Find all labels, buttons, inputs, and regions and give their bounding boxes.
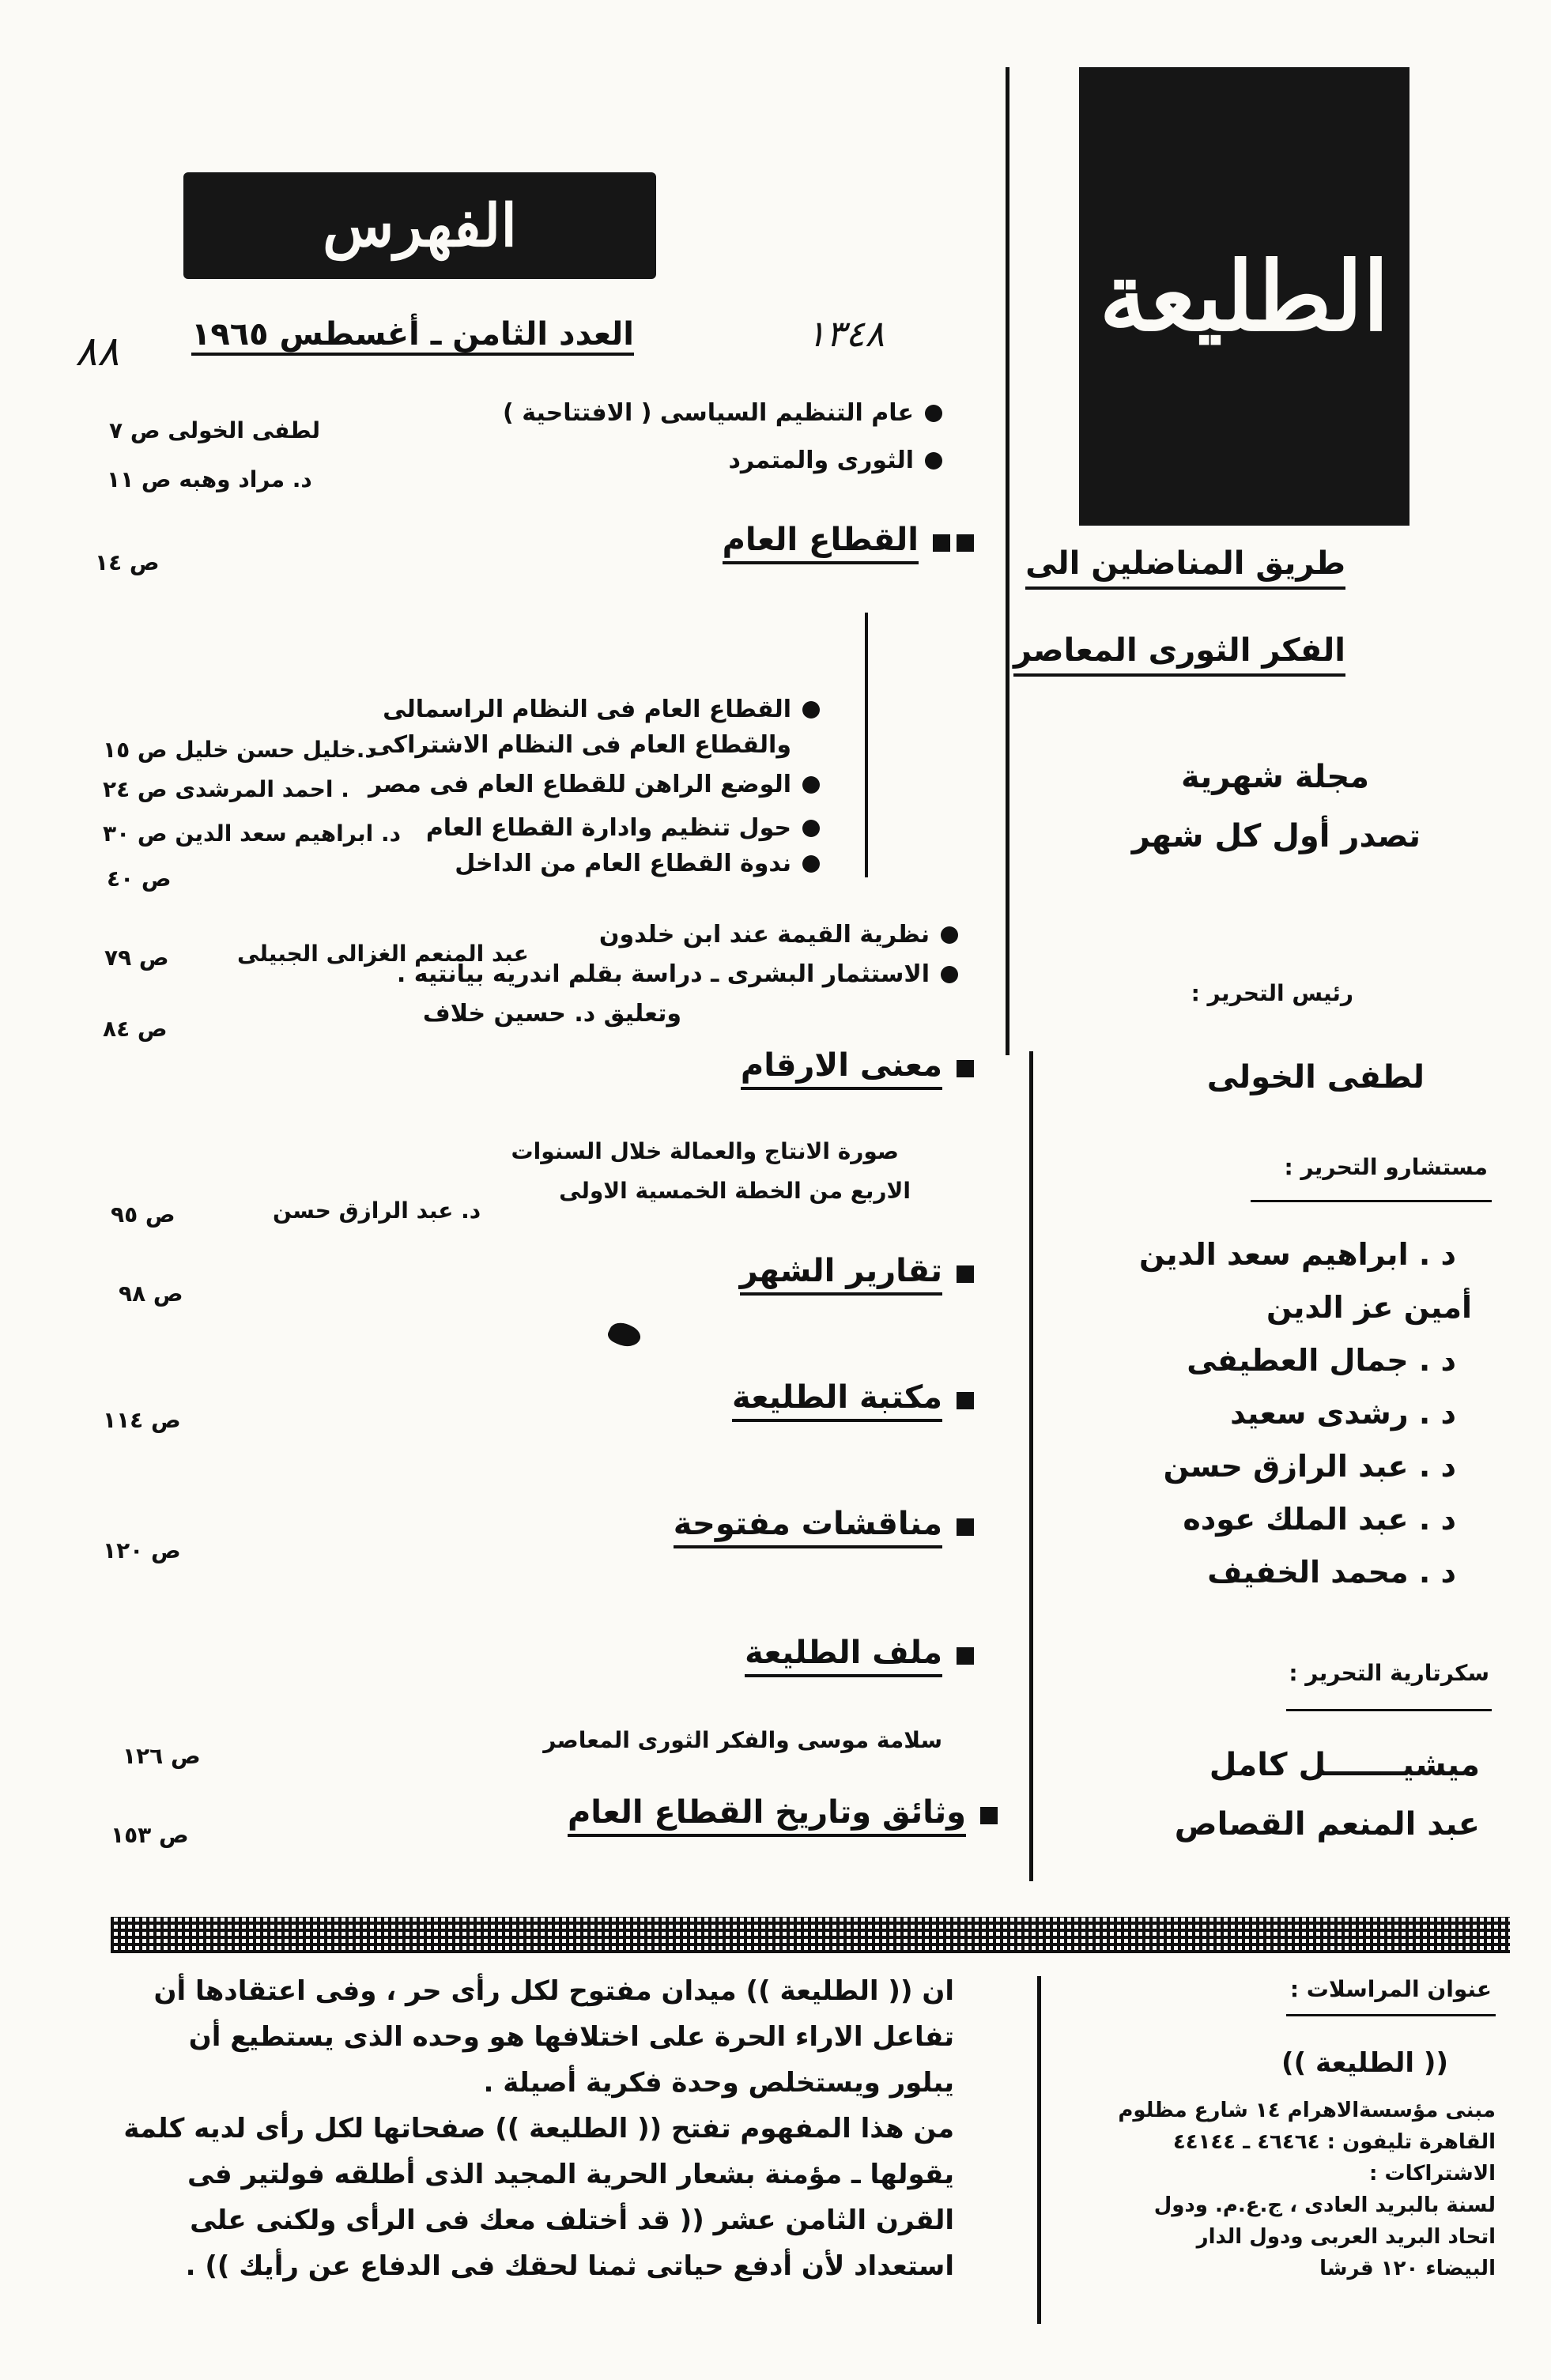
adviser-name: د . رشدى سعيد — [1230, 1396, 1456, 1431]
section-title: وثائق وتاريخ القطاع العام — [568, 1794, 966, 1837]
toc-item — [383, 696, 820, 723]
square-icon — [957, 1060, 974, 1077]
toc-header — [183, 172, 656, 279]
smudge-mark — [606, 1318, 643, 1352]
statement-line: يبلور ويستخلص وحدة فكرية أصيلة . — [483, 2067, 954, 2099]
toc-item — [369, 731, 820, 759]
page-ref: ص ٨٤ — [103, 1016, 168, 1042]
square-icon — [957, 1265, 974, 1283]
secretariat-name: ميشيـــــــل كامل — [1209, 1747, 1480, 1783]
adviser-name: د . جمال العطيفى — [1187, 1343, 1456, 1378]
section-heading — [741, 1047, 974, 1090]
toc-item-author: عبد المنعم الغزالى الجبيلى — [237, 941, 529, 967]
page-ref: ص ٩٥ — [111, 1201, 175, 1228]
subsection-bracket — [865, 613, 868, 877]
section-heading — [723, 522, 974, 564]
page-ref: ص ١٢٠ — [103, 1537, 181, 1563]
bullet-icon — [941, 926, 958, 944]
section-title: معنى الارقام — [741, 1047, 942, 1090]
chief-editor-name: لطفى الخولى — [1206, 1059, 1425, 1096]
adviser-name: د . عبد الرازق حسن — [1163, 1449, 1456, 1484]
numbers-author: د. عبد الرازق حسن — [273, 1198, 481, 1224]
square-icon — [957, 1518, 974, 1536]
address-line: الاشتراكات : — [1369, 2162, 1496, 2186]
secretariat-name: عبد المنعم القصاص — [1174, 1806, 1480, 1843]
secretariat-label: سكرتارية التحرير : — [1289, 1660, 1489, 1686]
page-ref: ص ٧٩ — [104, 945, 169, 971]
toc-item-author: . احمد المرشدى ص ٢٤ — [103, 776, 349, 802]
section-title: القطاع العام — [723, 522, 919, 564]
masthead-logo — [1079, 67, 1409, 526]
hatch-divider — [111, 1917, 1510, 1953]
handwritten-number: ١٣٤٨ — [806, 312, 885, 355]
column-divider — [1029, 1051, 1033, 1881]
square-icon — [957, 1647, 974, 1665]
section-title: مناقشات مفتوحة — [674, 1506, 942, 1548]
frequency-line-1: مجلة شهرية — [1180, 759, 1369, 795]
square-icon — [957, 534, 974, 552]
section-title: تقارير الشهر — [740, 1253, 942, 1296]
address-name: (( الطليعة )) — [1281, 2047, 1448, 2079]
section-title: ملف الطليعة — [745, 1635, 942, 1677]
numbers-line-2: الاربع من الخطة الخمسية الاولى — [559, 1178, 911, 1204]
toc-item-author: لطفى الخولى ص ٧ — [109, 417, 320, 443]
page-ref: ص ١٥٣ — [111, 1822, 189, 1848]
statement-line: من هذا المفهوم تفتح (( الطليعة )) صفحاتها لكل رأى لديه كلمة — [123, 2113, 954, 2144]
advisers-underline — [1251, 1200, 1492, 1202]
section-heading — [732, 1379, 974, 1422]
adviser-name: د . عبد الملك عوده — [1183, 1502, 1456, 1537]
statement-line: استعداد لأن أدفع حياتى ثمنا لحقك فى الدفاع عن رأيك )) . — [185, 2250, 954, 2282]
square-icon — [980, 1807, 998, 1824]
address-line: البيضاء ١٢٠ قرشا — [1319, 2257, 1496, 2280]
toc-item — [368, 771, 820, 798]
statement-line: يقولها ـ مؤمنة بشعار الحرية المجيد الذى أطلقه فولتير فى — [187, 2159, 954, 2190]
toc-item-title: والقطاع العام فى النظام الاشتراكى — [369, 731, 791, 759]
toc-item-title: نظرية القيمة عند ابن خلدون — [598, 921, 930, 949]
numbers-line-1: صورة الانتاج والعمالة خلال السنوات — [511, 1138, 899, 1164]
toc-item-author: د.خليل حسن خليل ص ١٥ — [103, 737, 376, 763]
toc-item-author: د. مراد وهبه ص ١١ — [107, 466, 312, 492]
address-line: اتحاد البريد العربى ودول الدار — [1196, 2225, 1496, 2249]
adviser-name: د . ابراهيم سعد الدين — [1139, 1237, 1456, 1272]
toc-item-author: د. ابراهيم سعد الدين ص ٣٠ — [103, 820, 402, 847]
bullet-icon — [941, 966, 958, 983]
page-ref: ص ١١٤ — [103, 1407, 181, 1433]
page-ref: ص ١٢٦ — [123, 1743, 201, 1769]
address-underline — [1286, 2014, 1496, 2016]
toc-item — [728, 447, 942, 474]
secretariat-underline — [1286, 1709, 1492, 1711]
adviser-name: د . محمد الخفيف — [1207, 1555, 1456, 1590]
toc-item — [426, 814, 820, 842]
bullet-icon — [925, 405, 942, 422]
square-icon — [933, 534, 950, 552]
bullet-icon — [802, 701, 820, 719]
bullet-icon — [925, 452, 942, 470]
statement-line: القرن الثامن عشر (( قد أختلف معك فى الرأى ولكنى على — [190, 2205, 954, 2236]
frequency-line-2: تصدر أول كل شهر — [1131, 818, 1421, 854]
advisers-label: مستشارو التحرير : — [1284, 1154, 1488, 1180]
address-label: عنوان المراسلات : — [1289, 1976, 1492, 2002]
bullet-icon — [802, 855, 820, 873]
page-ref: ص ٩٨ — [119, 1281, 183, 1307]
address-line: لسنة بالبريد العادى ، ج.ع.م. ودول — [1153, 2193, 1496, 2217]
section-heading — [674, 1506, 974, 1548]
address-line: مبنى مؤسسةالاهرام ١٤ شارع مظلوم — [1118, 2099, 1496, 2122]
toc-item-title: القطاع العام فى النظام الراسمالى — [383, 696, 791, 723]
address-line: القاهرة تليفون : ٤٦٤٦٤ ـ ٤٤١٤٤ — [1172, 2130, 1496, 2154]
section-title: مكتبة الطليعة — [732, 1379, 942, 1422]
bullet-icon — [802, 776, 820, 794]
toc-item-title: الاستثمار البشرى ـ دراسة بقلم اندريه بيانتيه . — [396, 960, 930, 988]
toc-item-title: حول تنظيم وادارة القطاع العام — [425, 814, 791, 842]
square-icon — [957, 1392, 974, 1409]
toc-item-title: الوضع الراهن للقطاع العام فى مصر — [368, 771, 791, 798]
statement-paragraph — [100, 1968, 954, 2289]
slogan-line-2: الفكر الثورى المعاصر — [1013, 632, 1345, 677]
statement-line: ان (( الطليعة )) ميدان مفتوح لكل رأى حر ، وفى اعتقادها أن — [153, 1975, 954, 2007]
section-heading — [740, 1253, 974, 1296]
toc-item-title: الثورى والمتمرد — [728, 447, 914, 474]
toc-item — [455, 850, 820, 877]
adviser-name: أمين عز الدين — [1266, 1290, 1472, 1325]
toc-item — [599, 921, 958, 949]
toc-header-text: الفهرس — [323, 191, 517, 260]
page-ref: ص ١٤ — [95, 549, 160, 575]
toc-item-title: وتعليق د. حسين خلاف — [422, 1000, 681, 1028]
column-divider — [1006, 67, 1009, 1055]
chief-editor-label: رئيس التحرير : — [1191, 980, 1353, 1006]
toc-item-title: عام التنظيم السياسى ( الافتتاحية ) — [503, 399, 914, 427]
bullet-icon — [802, 820, 820, 837]
address-block — [1085, 2095, 1496, 2284]
section-heading — [745, 1635, 974, 1677]
toc-item-title: ندوة القطاع العام من الداخل — [455, 850, 791, 877]
statement-line: تفاعل الاراء الحرة على اختلافها هو وحده الذى يستطيع أن — [188, 2021, 954, 2053]
handwritten-margin: ٨٨ — [75, 328, 119, 375]
toc-item — [423, 1000, 681, 1028]
column-divider — [1037, 1976, 1041, 2324]
slogan-line-1: طريق المناضلين الى — [1025, 545, 1345, 590]
toc-item — [397, 960, 958, 988]
section-heading — [568, 1794, 998, 1837]
issue-line: العدد الثامن ـ أغسطس ١٩٦٥ — [191, 316, 634, 356]
toc-item — [503, 399, 942, 427]
file-item-title: سلامة موسى والفكر الثورى المعاصر — [543, 1727, 942, 1753]
toc-item-author: ص ٤٠ — [107, 866, 172, 892]
masthead-logo-text: الطليعة — [1099, 240, 1390, 353]
